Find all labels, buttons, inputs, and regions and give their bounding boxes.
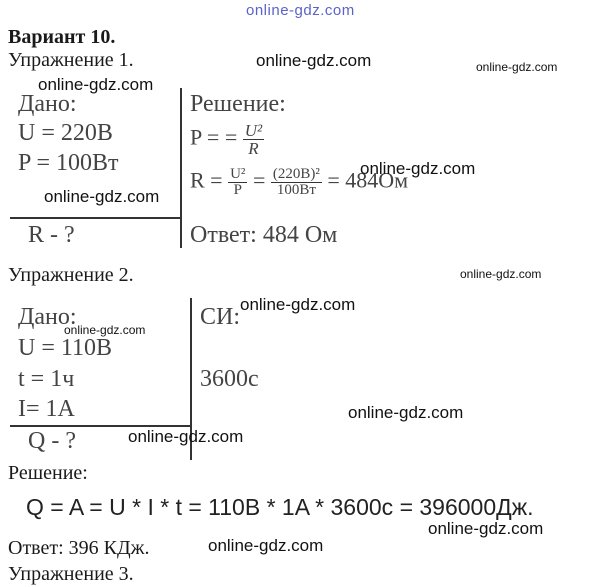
ex2-given-label: Дано: xyxy=(18,304,77,330)
header-watermark: online-gdz.com xyxy=(246,2,355,19)
ex1-horizontal-divider xyxy=(10,217,180,219)
ex1-formula-power xyxy=(190,122,264,157)
ex1-find: R - ? xyxy=(28,222,75,248)
watermark: online-gdz.com xyxy=(208,536,324,555)
watermark: online-gdz.com xyxy=(460,267,542,281)
ex1-formula2-num2: (220B)² xyxy=(272,166,320,182)
watermark: online-gdz.com xyxy=(360,159,476,178)
ex2-answer: Ответ: 396 КДж. xyxy=(8,537,150,559)
watermark: online-gdz.com xyxy=(256,51,372,70)
ex1-formula2-left: R = xyxy=(190,167,223,193)
ex1-formula1-left: P = = xyxy=(190,124,238,150)
watermark: online-gdz.com xyxy=(38,75,154,94)
ex1-vertical-divider xyxy=(180,88,182,248)
ex1-formula2-right: = 484Ом xyxy=(327,167,409,193)
ex3-title: Упражнение 3. xyxy=(8,563,134,585)
ex1-given-label: Дано: xyxy=(18,91,77,117)
watermark: online-gdz.com xyxy=(240,295,356,314)
ex1-formula2-mid: = xyxy=(252,167,266,193)
watermark: online-gdz.com xyxy=(428,519,544,538)
ex2-formula: Q = A = U * I * t = 110B * 1A * 3600c = 396000Дж. xyxy=(26,494,534,520)
ex2-given-t: t = 1ч xyxy=(18,366,75,392)
ex1-given-p: P = 100Вт xyxy=(18,150,119,176)
watermark: online-gdz.com xyxy=(348,403,464,422)
ex2-si-value: 3600c xyxy=(200,366,259,392)
ex1-title: Упражнение 1. xyxy=(8,49,134,71)
ex2-find: Q - ? xyxy=(28,428,76,454)
ex2-given-i: I= 1A xyxy=(18,396,75,422)
ex1-formula1-den: R xyxy=(248,139,259,158)
ex1-solution-label: Решение: xyxy=(190,91,286,117)
ex1-formula2-den2: 100Вт xyxy=(276,182,316,198)
ex2-title: Упражнение 2. xyxy=(8,264,134,286)
watermark: online-gdz.com xyxy=(128,427,244,446)
ex1-formula2-den: P xyxy=(233,182,242,198)
watermark: online-gdz.com xyxy=(64,323,146,337)
ex2-given-u: U = 110B xyxy=(18,335,112,361)
variant-title: Вариант 10. xyxy=(8,26,116,48)
ex1-formula1-num: U² xyxy=(244,121,263,140)
ex2-si-label: СИ: xyxy=(200,304,241,330)
ex1-given-u: U = 220B xyxy=(18,120,113,146)
ex1-formula2-num: U² xyxy=(230,166,246,182)
ex2-solution-label: Решение: xyxy=(8,462,88,484)
watermark: online-gdz.com xyxy=(476,60,558,74)
ex1-answer: Ответ: 484 Ом xyxy=(190,222,338,248)
watermark: online-gdz.com xyxy=(44,187,160,206)
